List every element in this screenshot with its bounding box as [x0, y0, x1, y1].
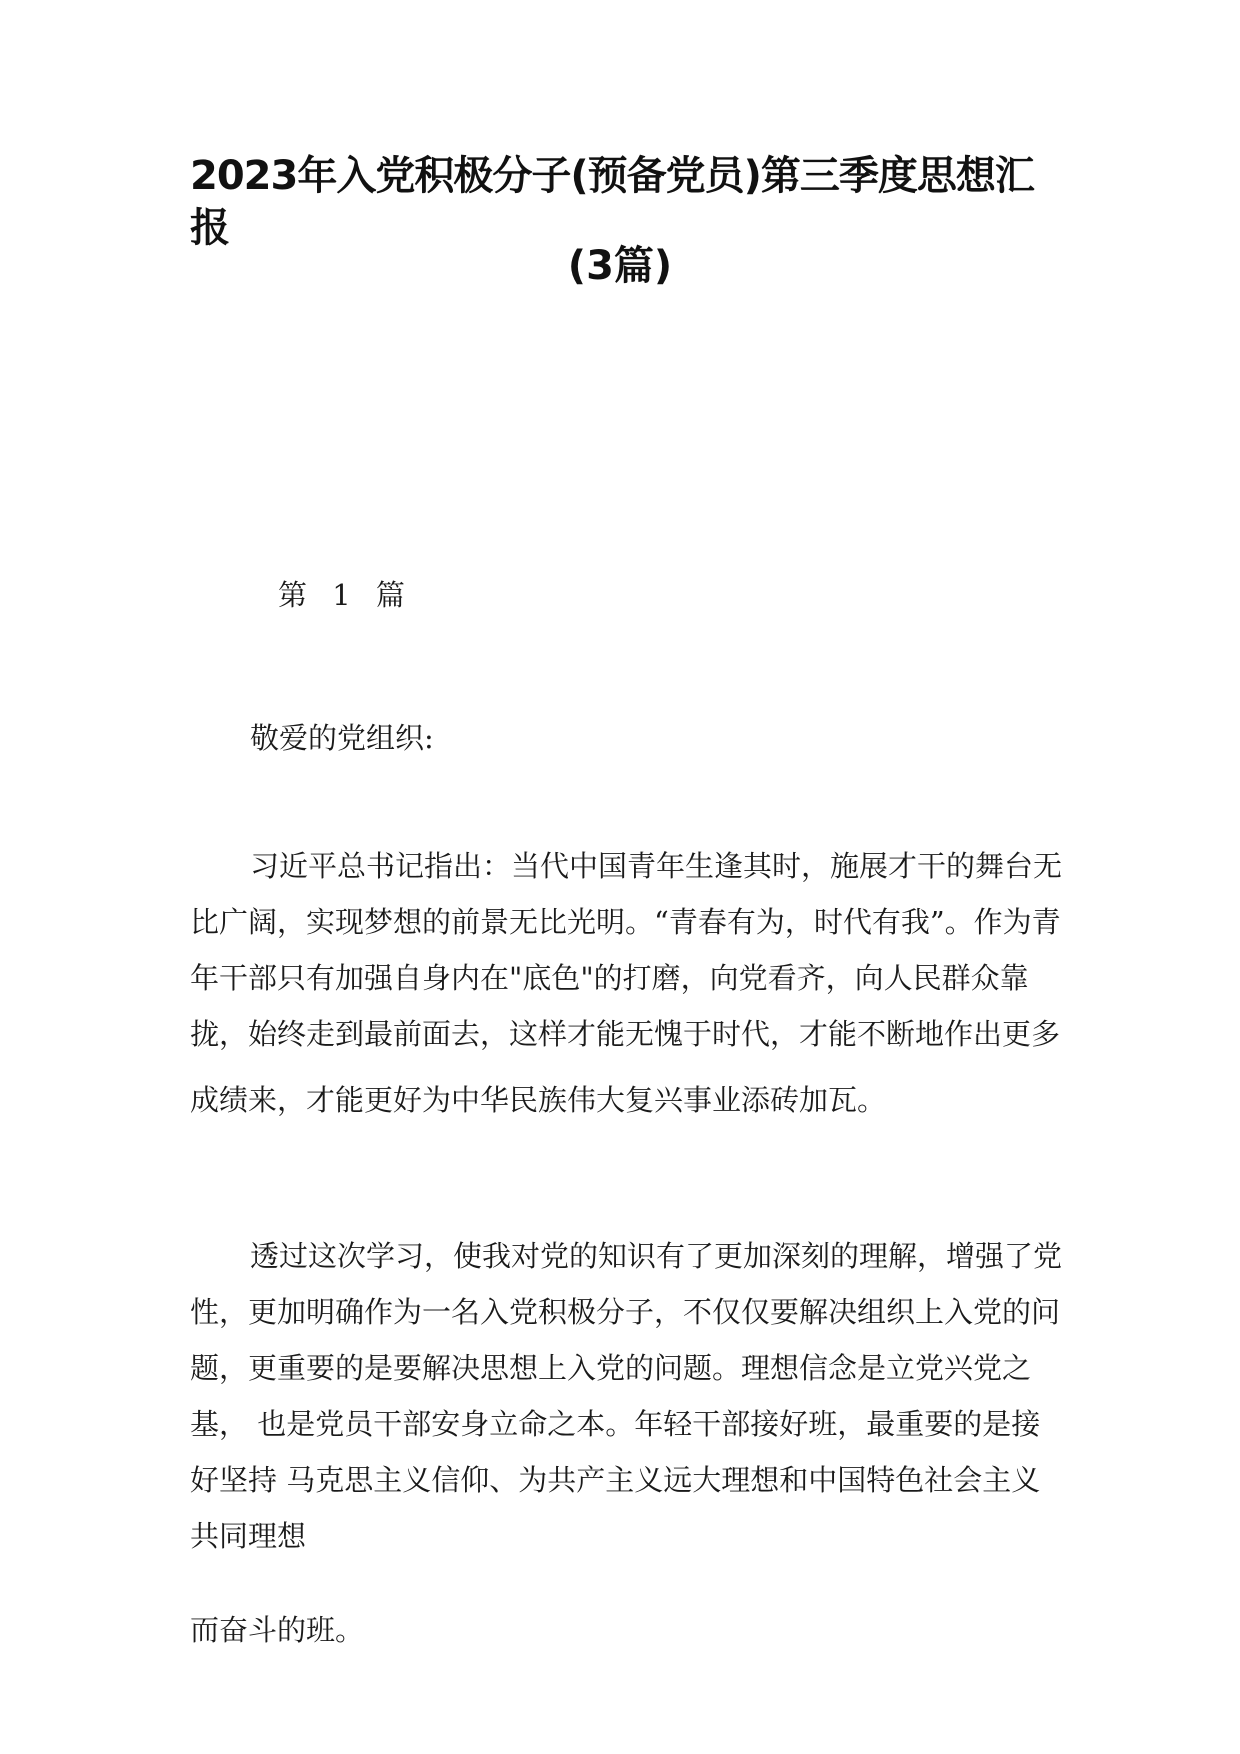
paragraph-line: 拢，始终走到最前面去，这样才能无愧于时代，才能不断地作出更多 [190, 1017, 1061, 1051]
paragraph-line: 而奋斗的班。 [190, 1613, 365, 1647]
paragraph-line: 题，更重要的是要解决思想上入党的问题。理想信念是立党兴党之 [190, 1351, 1032, 1385]
paragraph-line: 比广阔，实现梦想的前景无比光明。“青春有为，时代有我”。作为青 [190, 905, 1061, 939]
paragraph-line: 透过这次学习，使我对党的知识有了更加深刻的理解，增强了党 [250, 1239, 1063, 1273]
document-title: 2023年入党积极分子(预备党员)第三季度思想汇报 [190, 153, 1034, 251]
paragraph-line: 性，更加明确作为一名入党积极分子，不仅仅要解决组织上入党的问 [190, 1295, 1061, 1329]
paragraph-2 [190, 1228, 1070, 1658]
salutation: 敬爱的党组织: [250, 721, 434, 755]
paragraph-1 [190, 838, 1070, 1128]
paragraph-line: 共同理想 [190, 1519, 307, 1553]
paragraph-line: 年干部只有加强自身内在"底色"的打磨，向党看齐，向人民群众靠 [190, 961, 1029, 995]
paragraph-line: 成绩来，才能更好为中华民族伟大复兴事业添砖加瓦。 [190, 1083, 887, 1117]
paragraph-line: 好坚持 马克思主义信仰、为共产主义远大理想和中国特色社会主义 [190, 1463, 1041, 1497]
section-label: 第 1 篇 [278, 578, 413, 612]
paragraph-line: 基， 也是党员干部安身立命之本。年轻干部接好班，最重要的是接 [190, 1407, 1041, 1441]
document-subtitle: (3篇) [567, 243, 673, 289]
paragraph-line: 习近平总书记指出：当代中国青年生逢其时，施展才干的舞台无 [250, 849, 1063, 883]
